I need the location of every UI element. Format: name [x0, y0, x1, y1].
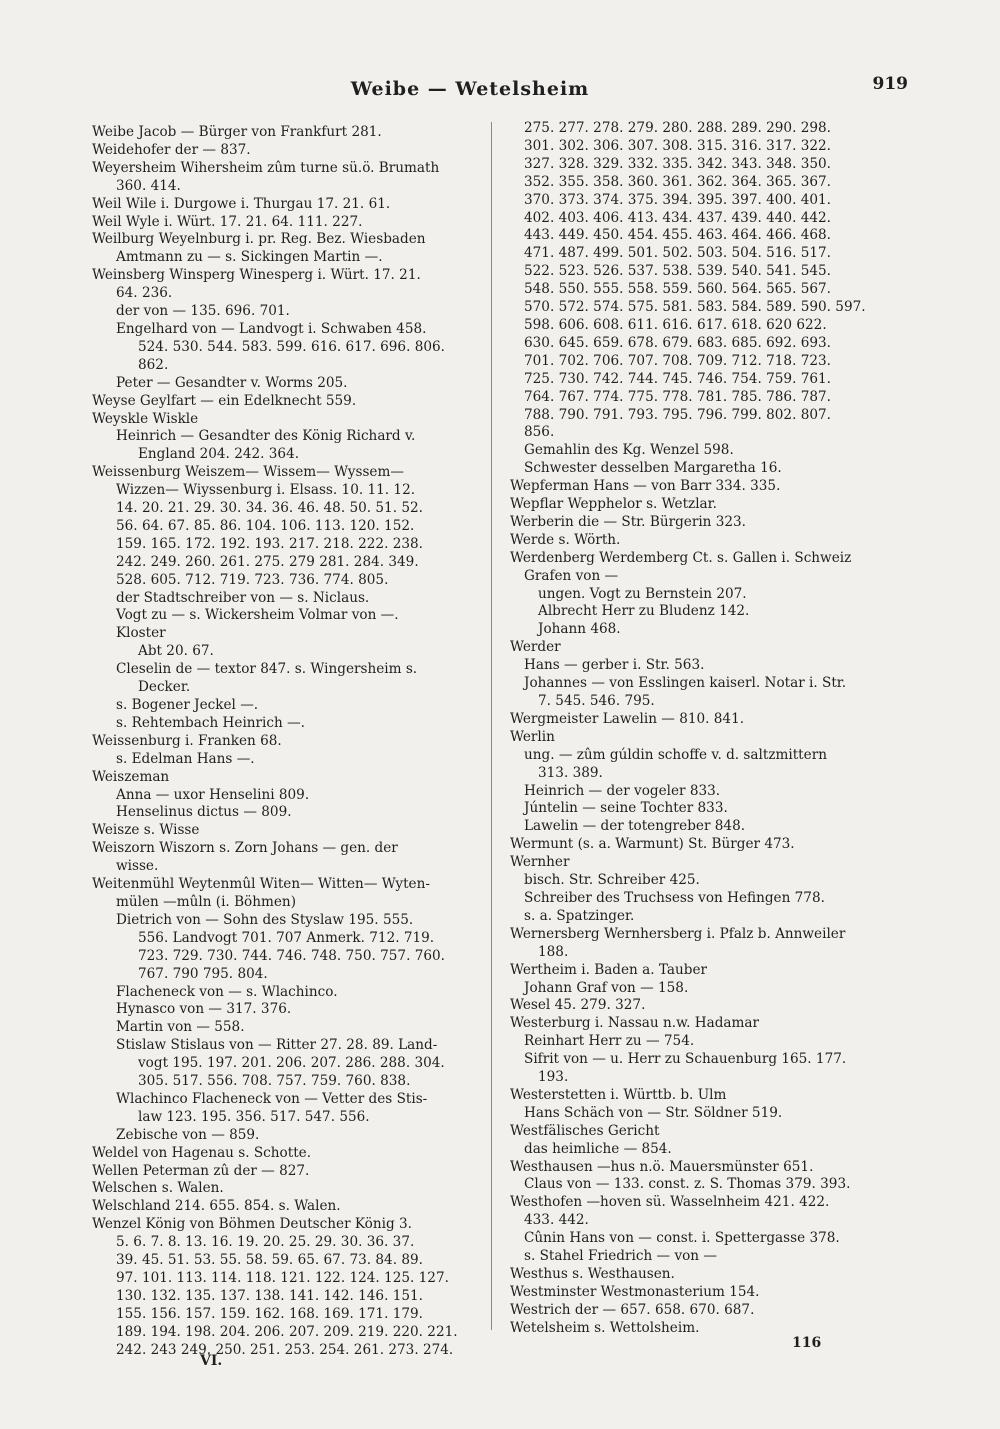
- index-line: s. Edelman Hans —.: [116, 750, 255, 767]
- index-line: Claus von — 133. const. z. S. Thomas 379. 393.: [524, 1176, 851, 1193]
- index-line: Flacheneck von — s. Wlachinco.: [116, 983, 338, 1000]
- index-line: Welschen s. Walen.: [92, 1180, 224, 1197]
- index-line: s. Rehtembach Heinrich —.: [116, 714, 305, 731]
- index-line: Westhofen —hoven sü. Wasselnheim 421. 422.: [510, 1194, 830, 1211]
- index-line: Stislaw Stislaus von — Ritter 27. 28. 89. Land-: [116, 1037, 438, 1054]
- index-line: bisch. Str. Schreiber 425.: [524, 872, 700, 889]
- index-line: 524. 530. 544. 583. 599. 616. 617. 696. 806.: [138, 338, 445, 355]
- index-line: law 123. 195. 356. 517. 547. 556.: [138, 1108, 370, 1125]
- index-line: Westfälisches Gericht: [510, 1122, 660, 1139]
- index-line: Vogt zu — s. Wickersheim Volmar von —.: [116, 607, 399, 624]
- index-line: 193.: [538, 1069, 569, 1086]
- index-line: 97. 101. 113. 114. 118. 121. 122. 124. 125. 127.: [116, 1270, 449, 1286]
- index-line: Amtmann zu — s. Sickingen Martin —.: [116, 249, 383, 266]
- index-line: 764. 767. 774. 775. 778. 781. 785. 786. 787.: [524, 388, 831, 405]
- index-line: Weissenburg Weiszem— Wissem— Wyssem—: [92, 464, 404, 481]
- index-line: 788. 790. 791. 793. 795. 796. 799. 802. 807.: [524, 406, 831, 423]
- index-line: 767. 790 795. 804.: [138, 965, 268, 982]
- index-line: der Stadtschreiber von — s. Niclaus.: [116, 589, 370, 606]
- index-line: Zebische von — 859.: [116, 1126, 260, 1143]
- index-line: 402. 403. 406. 413. 434. 437. 439. 440. 442.: [524, 209, 831, 226]
- index-line: Weidehofer der — 837.: [92, 141, 251, 158]
- index-line: Albrecht Herr zu Bludenz 142.: [538, 603, 750, 620]
- index-line: Peter — Gesandter v. Worms 205.: [116, 374, 348, 391]
- index-line: das heimliche — 854.: [524, 1140, 672, 1157]
- index-line: 130. 132. 135. 137. 138. 141. 142. 146. 151.: [116, 1287, 423, 1304]
- index-line: Sifrit von — u. Herr zu Schauenburg 165. 177.: [524, 1051, 847, 1068]
- index-line: Westhausen —hus n.ö. Mauersmünster 651.: [510, 1158, 814, 1175]
- index-line: 352. 355. 358. 360. 361. 362. 364. 365. 367.: [524, 173, 831, 190]
- index-line: Schreiber des Truchsess von Hefingen 778.: [524, 889, 825, 906]
- index-line: Cleselin de — textor 847. s. Wingersheim s.: [116, 661, 418, 678]
- index-line: Westrich der — 657. 658. 670. 687.: [510, 1301, 755, 1318]
- index-line: 305. 517. 556. 708. 757. 759. 760. 838.: [138, 1073, 411, 1090]
- left-column: [92, 124, 484, 1360]
- index-line: Heinrich — Gesandter des König Richard v.: [116, 428, 416, 445]
- index-line: Werder: [510, 639, 561, 656]
- index-line: Hans Schäch von — Str. Söldner 519.: [524, 1104, 783, 1121]
- index-line: Westminster Westmonasterium 154.: [510, 1283, 760, 1300]
- index-line: 56. 64. 67. 85. 86. 104. 106. 113. 120. 152.: [116, 517, 415, 534]
- index-line: Reinhart Herr zu — 754.: [524, 1033, 695, 1050]
- index-line: Werberin die — Str. Bürgerin 323.: [510, 513, 747, 530]
- index-line: Wellen Peterman zû der — 827.: [92, 1162, 310, 1179]
- index-line: Werdenberg Werdemberg Ct. s. Gallen i. Schweiz: [510, 549, 852, 566]
- index-line: Westerstetten i. Württb. b. Ulm: [510, 1086, 727, 1103]
- index-line: Wepflar Wepphelor s. Wetzlar.: [510, 496, 717, 513]
- index-line: Hynasco von — 317. 376.: [116, 1001, 292, 1018]
- index-line: Abt 20. 67.: [138, 643, 214, 660]
- index-line: 189. 194. 198. 204. 206. 207. 209. 219. 220. 221.: [116, 1323, 458, 1340]
- index-line: Lawelin — der totengreber 848.: [524, 818, 746, 835]
- index-line: 528. 605. 712. 719. 723. 736. 774. 805.: [116, 571, 389, 588]
- index-line: 433. 442.: [524, 1212, 589, 1229]
- index-line: 701. 702. 706. 707. 708. 709. 712. 718. 723.: [524, 352, 831, 369]
- index-line: 856.: [524, 424, 555, 441]
- index-line: 862.: [138, 356, 169, 373]
- index-line: 522. 523. 526. 537. 538. 539. 540. 541. 545.: [524, 263, 831, 280]
- index-line: Henselinus dictus — 809.: [116, 804, 292, 821]
- index-line: Weldel von Hagenau s. Schotte.: [92, 1144, 312, 1161]
- index-line: Werlin: [510, 728, 555, 745]
- index-line: ungen. Vogt zu Bernstein 207.: [538, 585, 747, 602]
- index-line: Weiszorn Wiszorn s. Zorn Johans — gen. der: [92, 840, 398, 857]
- index-line: Weitenmühl Weytenmûl Witen— Witten— Wyten-: [92, 876, 430, 893]
- page-title: Weibe — Wetelsheim: [350, 78, 590, 100]
- index-line: Weyse Geylfart — ein Edelknecht 559.: [92, 392, 357, 409]
- index-line: 275. 277. 278. 279. 280. 288. 289. 290. 298.: [524, 120, 831, 136]
- index-line: 360. 414.: [116, 177, 181, 194]
- index-line: 7. 545. 546. 795.: [538, 693, 655, 709]
- index-line: s. Stahel Friedrich — von —: [524, 1248, 717, 1265]
- index-line: Wergmeister Lawelin — 810. 841.: [510, 710, 745, 727]
- index-line: 725. 730. 742. 744. 745. 746. 754. 759. 761.: [524, 370, 831, 387]
- index-line: Weiszeman: [92, 768, 170, 785]
- index-line: Weyersheim Wihersheim zûm turne sü.ö. Brumath: [92, 159, 440, 176]
- index-line: 723. 729. 730. 744. 746. 748. 750. 757. 760.: [138, 947, 445, 964]
- index-line: Heinrich — der vogeler 833.: [524, 782, 721, 799]
- index-line: Wernher: [510, 854, 570, 871]
- index-line: Johannes — von Esslingen kaiserl. Notar i. Str.: [524, 675, 847, 692]
- sheet-number: 116: [792, 1335, 822, 1351]
- index-line: Wizzen— Wiyssenburg i. Elsass. 10. 11. 12.: [116, 482, 416, 499]
- right-column: [510, 120, 908, 1338]
- page-number: 919: [872, 74, 908, 94]
- index-line: Wenzel König von Böhmen Deutscher König 3.: [92, 1216, 412, 1233]
- index-line: Hans — gerber i. Str. 563.: [524, 657, 705, 674]
- column-divider: [491, 122, 492, 1330]
- index-line: der von — 135. 696. 701.: [116, 303, 290, 320]
- index-line: vogt 195. 197. 201. 206. 207. 286. 288. 304.: [138, 1055, 445, 1072]
- index-line: 159. 165. 172. 192. 193. 217. 218. 222. 238.: [116, 535, 423, 552]
- index-line: Wlachinco Flacheneck von — Vetter des Stis-: [116, 1090, 428, 1107]
- index-line: Weinsberg Winsperg Winesperg i. Würt. 17. 21.: [92, 267, 421, 284]
- index-line: Johann 468.: [538, 621, 621, 638]
- index-line: Weisze s. Wisse: [92, 822, 200, 839]
- index-line: s. Bogener Jeckel —.: [116, 697, 259, 713]
- index-line: 548. 550. 555. 558. 559. 560. 564. 565. 567.: [524, 281, 831, 298]
- index-line: s. a. Spatzinger.: [524, 907, 635, 924]
- index-line: 5. 6. 7. 8. 13. 16. 19. 20. 25. 29. 30. 36. 37.: [116, 1234, 415, 1251]
- index-line: Johann Graf von — 158.: [524, 979, 689, 996]
- index-line: Wernersberg Wernhersberg i. Pfalz b. Annweiler: [510, 925, 846, 942]
- index-line: 598. 606. 608. 611. 616. 617. 618. 620 622.: [524, 316, 827, 333]
- index-line: Weissenburg i. Franken 68.: [92, 732, 282, 749]
- index-line: Weilburg Weyelnburg i. pr. Reg. Bez. Wiesbaden: [92, 231, 426, 248]
- index-line: Weil Wile i. Durgowe i. Thurgau 17. 21. 61.: [92, 195, 391, 212]
- index-line: 471. 487. 499. 501. 502. 503. 504. 516. 517.: [524, 245, 831, 262]
- index-line: 64. 236.: [116, 285, 173, 302]
- index-line: 242. 243 249. 250. 251. 253. 254. 261. 273. 274.: [116, 1341, 454, 1358]
- index-line: Wepferman Hans — von Barr 334. 335.: [510, 478, 781, 495]
- index-line: 155. 156. 157. 159. 162. 168. 169. 171. 179.: [116, 1305, 423, 1322]
- index-line: Weyskle Wiskle: [92, 410, 199, 427]
- index-line: Wermunt (s. a. Warmunt) St. Bürger 473.: [510, 836, 795, 853]
- index-line: Dietrich von — Sohn des Styslaw 195. 555.: [116, 911, 414, 928]
- index-line: 570. 572. 574. 575. 581. 583. 584. 589. 590. 597.: [524, 299, 866, 316]
- index-line: Westhus s. Westhausen.: [510, 1266, 675, 1282]
- index-line: ung. — zûm gúldin schoffe v. d. saltzmittern: [524, 746, 827, 763]
- index-line: Martin von — 558.: [116, 1019, 245, 1036]
- index-line: 630. 645. 659. 678. 679. 683. 685. 692. 693.: [524, 334, 831, 351]
- index-line: 301. 302. 306. 307. 308. 315. 316. 317. 322.: [524, 137, 831, 154]
- index-line: Grafen von —: [524, 567, 619, 584]
- signature-mark: VI.: [200, 1353, 223, 1369]
- index-line: Engelhard von — Landvogt i. Schwaben 458.: [116, 320, 427, 337]
- index-line: Júntelin — seine Tochter 833.: [524, 800, 728, 817]
- index-line: Westerburg i. Nassau n.w. Hadamar: [510, 1015, 759, 1032]
- index-line: 188.: [538, 943, 569, 960]
- index-line: Weibe Jacob — Bürger von Frankfurt 281.: [92, 124, 382, 140]
- index-line: Gemahlin des Kg. Wenzel 598.: [524, 442, 734, 459]
- index-line: 443. 449. 450. 454. 455. 463. 464. 466. 468.: [524, 227, 831, 244]
- index-line: Kloster: [116, 625, 166, 642]
- index-line: Cûnin Hans von — const. i. Spettergasse 378.: [524, 1230, 840, 1247]
- index-line: 14. 20. 21. 29. 30. 34. 36. 46. 48. 50. 51. 52.: [116, 500, 423, 517]
- index-line: 242. 249. 260. 261. 275. 279 281. 284. 349.: [116, 553, 419, 570]
- index-line: 556. Landvogt 701. 707 Anmerk. 712. 719.: [138, 929, 435, 946]
- index-line: Schwester desselben Margaretha 16.: [524, 460, 782, 477]
- index-line: 327. 328. 329. 332. 335. 342. 343. 348. 350.: [524, 155, 831, 172]
- index-line: Anna — uxor Henselini 809.: [116, 786, 310, 803]
- index-line: Wetelsheim s. Wettolsheim.: [510, 1319, 700, 1336]
- index-line: Wesel 45. 279. 327.: [510, 997, 646, 1014]
- index-line: Werde s. Wörth.: [510, 531, 621, 548]
- index-line: England 204. 242. 364.: [138, 446, 300, 463]
- index-line: Weil Wyle i. Würt. 17. 21. 64. 111. 227.: [92, 213, 363, 230]
- index-line: Decker.: [138, 679, 191, 696]
- index-line: wisse.: [116, 858, 159, 875]
- index-line: mülen —mûln (i. Böhmen): [116, 893, 296, 910]
- index-line: Welschland 214. 655. 854. s. Walen.: [92, 1198, 341, 1215]
- index-line: 313. 389.: [538, 764, 603, 781]
- index-line: 39. 45. 51. 53. 55. 58. 59. 65. 67. 73. 84. 89.: [116, 1252, 423, 1269]
- index-line: 370. 373. 374. 375. 394. 395. 397. 400. 401.: [524, 191, 831, 208]
- index-line: Wertheim i. Baden a. Tauber: [510, 961, 707, 978]
